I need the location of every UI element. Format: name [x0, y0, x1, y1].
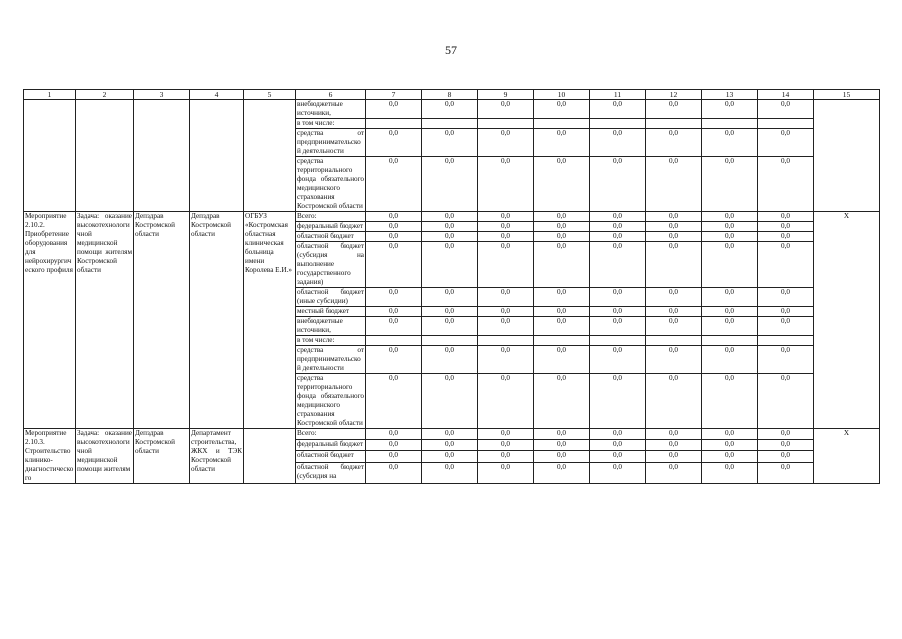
value-cell: 0,0: [590, 429, 646, 440]
value-cell: 0,0: [422, 317, 478, 336]
value-cell: 0,0: [366, 232, 422, 242]
cell-col-5: ОГБУЗ «Костромская областная клиническая больница имени Королева Е.И.»: [244, 212, 296, 429]
value-cell: 0,0: [758, 429, 814, 440]
page-number: 57: [445, 43, 457, 57]
value-cell: 0,0: [758, 232, 814, 242]
value-cell: 0,0: [758, 317, 814, 336]
value-cell: 0,0: [758, 451, 814, 462]
value-cell: 0,0: [534, 232, 590, 242]
value-cell: 0,0: [758, 440, 814, 451]
value-cell: 0,0: [422, 307, 478, 317]
value-cell: 0,0: [590, 232, 646, 242]
value-cell: 0,0: [758, 129, 814, 157]
value-cell: 0,0: [478, 440, 534, 451]
value-cell-empty: [366, 336, 422, 346]
value-cell: 0,0: [702, 232, 758, 242]
source-label: областной бюджет (субсидия на: [296, 462, 366, 483]
value-cell: 0,0: [534, 100, 590, 119]
value-cell: 0,0: [758, 462, 814, 483]
column-header-14: 14: [758, 90, 814, 100]
value-cell: 0,0: [534, 307, 590, 317]
value-cell: 0,0: [422, 212, 478, 222]
cell-col-15: X: [814, 212, 880, 429]
value-cell: 0,0: [758, 307, 814, 317]
cell-col-5: [244, 100, 296, 212]
value-cell: 0,0: [646, 374, 702, 429]
value-cell: 0,0: [478, 232, 534, 242]
value-cell: 0,0: [758, 212, 814, 222]
value-cell: 0,0: [646, 157, 702, 212]
value-cell: 0,0: [646, 317, 702, 336]
value-cell: 0,0: [366, 212, 422, 222]
cell-col-15: [814, 100, 880, 212]
table-row: [24, 100, 880, 119]
value-cell: 0,0: [366, 346, 422, 374]
value-cell: 0,0: [590, 307, 646, 317]
value-cell: 0,0: [478, 374, 534, 429]
value-cell: 0,0: [646, 462, 702, 483]
value-cell: 0,0: [590, 222, 646, 232]
value-cell: 0,0: [366, 242, 422, 288]
value-cell: 0,0: [646, 242, 702, 288]
value-cell: 0,0: [366, 307, 422, 317]
value-cell: 0,0: [478, 317, 534, 336]
value-cell: 0,0: [646, 451, 702, 462]
value-cell-empty: [758, 119, 814, 129]
value-cell: 0,0: [534, 462, 590, 483]
cell-col-3: [134, 100, 190, 212]
value-cell: 0,0: [590, 100, 646, 119]
value-cell: 0,0: [702, 222, 758, 232]
value-cell: 0,0: [758, 288, 814, 307]
column-header-4: 4: [190, 90, 244, 100]
header-row: [24, 90, 880, 100]
value-cell: 0,0: [366, 100, 422, 119]
value-cell: 0,0: [478, 100, 534, 119]
cell-col-5: [244, 429, 296, 484]
source-label: федеральный бюджет: [296, 222, 366, 232]
value-cell: 0,0: [478, 288, 534, 307]
value-cell: 0,0: [422, 346, 478, 374]
value-cell: 0,0: [422, 451, 478, 462]
value-cell: 0,0: [702, 346, 758, 374]
value-cell: 0,0: [590, 288, 646, 307]
table-row: [24, 212, 880, 222]
value-cell: 0,0: [702, 440, 758, 451]
column-header-15: 15: [814, 90, 880, 100]
value-cell: 0,0: [422, 157, 478, 212]
column-header-13: 13: [702, 90, 758, 100]
source-label: средства территориального фонда обязательного медицинского страхования Костромской области: [297, 374, 364, 427]
value-cell: 0,0: [478, 129, 534, 157]
cell-col-2: [76, 100, 134, 212]
column-header-9: 9: [478, 90, 534, 100]
value-cell: 0,0: [366, 374, 422, 429]
value-cell: 0,0: [422, 222, 478, 232]
value-cell-empty: [646, 119, 702, 129]
cell-col-1: Мероприятие 2.10.3. Строительство клинико-диагностического: [24, 429, 76, 484]
value-cell: 0,0: [478, 307, 534, 317]
value-cell: 0,0: [758, 242, 814, 288]
value-cell: 0,0: [590, 157, 646, 212]
value-cell: 0,0: [534, 129, 590, 157]
cell-col-1: Мероприятие 2.10.2. Приобретение оборудования для нейрохирургического профиля: [24, 212, 76, 429]
source-label: средства от предпринимательской деятельности: [297, 346, 364, 372]
value-cell: 0,0: [366, 317, 422, 336]
source-label: Всего:: [296, 212, 366, 222]
value-cell: 0,0: [590, 440, 646, 451]
value-cell: 0,0: [366, 288, 422, 307]
column-header-10: 10: [534, 90, 590, 100]
value-cell: 0,0: [646, 440, 702, 451]
value-cell: 0,0: [702, 157, 758, 212]
value-cell: 0,0: [534, 288, 590, 307]
value-cell: 0,0: [422, 429, 478, 440]
value-cell: 0,0: [478, 346, 534, 374]
value-cell: 0,0: [422, 288, 478, 307]
value-cell: 0,0: [534, 317, 590, 336]
column-header-7: 7: [366, 90, 422, 100]
value-cell-empty: [422, 336, 478, 346]
value-cell: 0,0: [758, 100, 814, 119]
value-cell: 0,0: [422, 242, 478, 288]
value-cell: 0,0: [366, 451, 422, 462]
value-cell-empty: [590, 119, 646, 129]
value-cell: 0,0: [422, 129, 478, 157]
cell-col-1: [24, 100, 76, 212]
source-label: средства территориального фонда обязательного медицинского страхования Костромской области: [297, 157, 364, 210]
value-cell: 0,0: [534, 374, 590, 429]
cell-col-2: Задача: оказание высокотехнологичной медицинской помощи жителям Костромской области: [76, 212, 134, 429]
value-cell: 0,0: [590, 317, 646, 336]
value-cell: 0,0: [534, 440, 590, 451]
source-label: в том числе:: [296, 119, 366, 129]
cell-col-2: Задача: оказание высокотехнологичной медицинской помощи жителям: [76, 429, 134, 484]
value-cell: 0,0: [478, 462, 534, 483]
source-label: областной бюджет: [296, 451, 366, 462]
value-cell: 0,0: [646, 346, 702, 374]
cell-col-4: [190, 100, 244, 212]
value-cell: 0,0: [702, 129, 758, 157]
cell-col-4: Депздрав Костромской области: [190, 212, 244, 429]
source-label: в том числе:: [296, 336, 366, 346]
value-cell: 0,0: [422, 462, 478, 483]
value-cell: 0,0: [590, 374, 646, 429]
source-label: областной бюджет (субсидия на выполнение государственного задания): [297, 242, 364, 286]
value-cell: 0,0: [702, 288, 758, 307]
value-cell: 0,0: [590, 462, 646, 483]
value-cell-empty: [590, 336, 646, 346]
value-cell: 0,0: [646, 288, 702, 307]
value-cell: 0,0: [702, 374, 758, 429]
table-row: [24, 429, 880, 440]
column-header-5: 5: [244, 90, 296, 100]
value-cell: 0,0: [702, 242, 758, 288]
value-cell: 0,0: [366, 222, 422, 232]
cell-col-3: Депздрав Костромской области: [134, 429, 190, 484]
source-label: областной бюджет: [296, 232, 366, 242]
value-cell: 0,0: [366, 440, 422, 451]
value-cell: 0,0: [702, 307, 758, 317]
value-cell: 0,0: [478, 212, 534, 222]
value-cell: 0,0: [590, 242, 646, 288]
column-header-12: 12: [646, 90, 702, 100]
value-cell: 0,0: [534, 346, 590, 374]
source-label: федеральный бюджет: [296, 440, 366, 451]
value-cell: 0,0: [758, 222, 814, 232]
value-cell: 0,0: [758, 157, 814, 212]
value-cell-empty: [478, 119, 534, 129]
value-cell: 0,0: [646, 232, 702, 242]
value-cell: 0,0: [534, 212, 590, 222]
value-cell: 0,0: [646, 222, 702, 232]
cell-col-15: X: [814, 429, 880, 484]
value-cell: 0,0: [590, 346, 646, 374]
value-cell: 0,0: [590, 212, 646, 222]
value-cell: 0,0: [422, 440, 478, 451]
source-label: внебюджетные источники,: [296, 317, 366, 336]
value-cell: 0,0: [478, 429, 534, 440]
value-cell-empty: [422, 119, 478, 129]
source-label: областной бюджет (иные субсидии): [297, 288, 364, 305]
column-header-1: 1: [24, 90, 76, 100]
value-cell: 0,0: [758, 346, 814, 374]
cell-col-3: Депздрав Костромской области: [134, 212, 190, 429]
value-cell: 0,0: [590, 129, 646, 157]
value-cell: 0,0: [422, 232, 478, 242]
value-cell-empty: [646, 336, 702, 346]
value-cell: 0,0: [646, 429, 702, 440]
value-cell: 0,0: [534, 429, 590, 440]
column-header-3: 3: [134, 90, 190, 100]
value-cell: 0,0: [478, 451, 534, 462]
column-header-11: 11: [590, 90, 646, 100]
cell-col-4: Департамент строительства, ЖКХ и ТЭК Костромской области: [190, 429, 244, 484]
value-cell: 0,0: [422, 374, 478, 429]
value-cell-empty: [534, 336, 590, 346]
value-cell-empty: [702, 119, 758, 129]
budget-table: [23, 89, 880, 484]
value-cell-empty: [478, 336, 534, 346]
value-cell: 0,0: [702, 317, 758, 336]
value-cell: 0,0: [534, 242, 590, 288]
source-label: внебюджетные источники,: [296, 100, 366, 119]
value-cell: 0,0: [758, 374, 814, 429]
value-cell: 0,0: [702, 429, 758, 440]
value-cell: 0,0: [478, 222, 534, 232]
source-label: Всего:: [296, 429, 366, 440]
value-cell: 0,0: [366, 462, 422, 483]
value-cell: 0,0: [702, 462, 758, 483]
value-cell-empty: [758, 336, 814, 346]
value-cell: 0,0: [646, 212, 702, 222]
value-cell: 0,0: [534, 157, 590, 212]
value-cell: 0,0: [702, 212, 758, 222]
value-cell: 0,0: [702, 100, 758, 119]
value-cell: 0,0: [590, 451, 646, 462]
value-cell: 0,0: [478, 242, 534, 288]
source-label: средства от предпринимательской деятельности: [297, 129, 364, 155]
value-cell: 0,0: [646, 307, 702, 317]
value-cell: 0,0: [646, 100, 702, 119]
value-cell: 0,0: [422, 100, 478, 119]
value-cell: 0,0: [478, 157, 534, 212]
value-cell: 0,0: [646, 129, 702, 157]
value-cell: 0,0: [366, 129, 422, 157]
column-header-8: 8: [422, 90, 478, 100]
value-cell-empty: [702, 336, 758, 346]
value-cell: 0,0: [366, 157, 422, 212]
value-cell-empty: [366, 119, 422, 129]
value-cell: 0,0: [366, 429, 422, 440]
value-cell: 0,0: [534, 222, 590, 232]
source-label: местный бюджет: [296, 307, 366, 317]
column-header-2: 2: [76, 90, 134, 100]
value-cell-empty: [534, 119, 590, 129]
value-cell: 0,0: [702, 451, 758, 462]
column-header-6: 6: [296, 90, 366, 100]
value-cell: 0,0: [534, 451, 590, 462]
